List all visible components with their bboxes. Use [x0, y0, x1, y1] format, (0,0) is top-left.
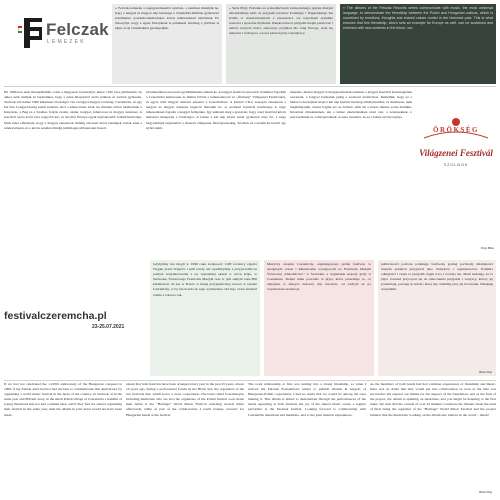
festival-main-label: Világzenei Fesztivál: [419, 148, 493, 158]
brand-tagline: LEMEZEK: [47, 39, 86, 45]
article-column: Muzyczy zespołu Czeremchy, organizującego polski festiwal, w następnym czasie i kilkukrotnie występowali na Festiwalu Muzyki Światowej „Dziedzictwo” w Szolnoku, a węgierskie zespoły grały w Czeremsze. Dzięki temu powstała ta płyta, która prezentuje to, co najlepsze w muzyce ludowej obu narodów, od tradycji aż po współczesne aranżacje.: [264, 260, 374, 376]
festival-sun-icon: [452, 118, 460, 126]
header-band: [0, 0, 500, 86]
article-column: extent that both festivals have been arranged every year in the past 25 years. About 10 years ago, during a professional forum by the Black Sea, the organizers of the two festivals met, which led to a close cooperation. The band called Czeremszyna including musicians who are also the organizers of the Polish festival soon made their debut at the “Heritage” World Music Festival returning several times afterwards, while as part of the collaboration I could arrange concerts for Hungarian bands at the festival.: [126, 382, 244, 417]
article-column: publiczności podczas polskiego festiwalu, godnej pochwały działalności muzyki polskich przyjaciół jako muzyków i organizatorów. Pomimo odległości i czasu ta przyjaźń ciągle trwa i rozwija się. Mam nadzieję, że ta płyta również przyczyni się do umocnienia przyjaźni i wszyscy, którzy jej posłuchają, poczują tę radość, którą my czuliśmy przy jej tworzeniu. Dziękuję wszystkim.: [378, 260, 496, 376]
intro-hungarian: » Felczak-lemezek a legegyetemesebb nyelven, a zenében mutatják be, hogy a lengyel és magyar nép barátsága a történelmi múltban gyökerező érzelmeket, gondolkodásmódokat, közös érékrendszert tükröznek. Ez bizonyítja, hogy e egész Európának is példaként barátság a jövőben is éljen, és új tartalmakkal gazdagodjék.: [112, 4, 222, 84]
f-mark-icon: [24, 18, 42, 48]
intro-english: » The albums of the Felczak Records series communicate with music, the most universal language, to demonstrate the friendship between the Polish and Hungarian nations, which is nourished by emotions, thoughts and shared values rooted in the historical past. This is what ensures that this friendship, which sets an example for Europe as well, can be sustained and enriched with new contents in the future, too.: [340, 4, 496, 84]
festival-dates: 23-25.07.2021: [92, 324, 125, 330]
article-column: The work relationship at first was turning into a strong friendship, so when I noticed the Felczak Foundation's tender to publish albums in support of Hungarian-Polish cooperation, I had no doubt that we would be among the ones making it. This album is aimed to demonstrate through the performances of the bands appearing at both festivals the joy of the shared music scene, a regular performer at the Szolnok festival. Looking forward to collaborating with Czeremcha musicians and members, and to the joint musical experiences.: [248, 382, 366, 417]
article-column: Gdybyśmy nie mogli w 1996 roku świętować 1100 rocznicy zajęcia Węgier przez Węgrów i jeśli wtedy nie wpadlibyśmy z przyjaciółmi na pomysł zorganizowania z tej wspaniałej okazji w sercu kraju, w Szolnoku, Światowego Festiwalu Muzyki oraz w tym samym roku 800 kilometrów od nas w Polsce w małej przygranicznej wiosce w rejonie Czeremchy, to by nie doszło do tego wydarzenia. Od tego czasu festiwal rośnie z roku na rok.: [150, 260, 260, 376]
author-signature: Béla Pop: [479, 370, 492, 374]
article-column: muzsika, hiszen magyar is megtapasztaltuk ezekben a lengyel fesztivál közönségének szeretetét, a lengyel barátaink pedig a szolnoki fesztiválon. Reméljük, hogy ez a lemez is hozzájárul majd a két nép közötti barátság elmélyítéséhez, és mindazok, akik meghallgatják, érezni fogják azt az örömöt, amit mi a közös munka során átéltünk. Köszönet mindenkinek, aki a lemez elkészítésében részt vett, a zenészeknek, a szervezőknek és a támogatóknak. A zene összeköt, és ez a lemez ezt bizonyítja.: [290, 90, 412, 120]
article-column: If we had not celebrated the 1,100th anniversary of the Hungarian conquest in 1996, if my friends and I had not had the idea to commemorate this anniversary by organizing a world music festival in the heart of the country, in Szolnok, if in the same year and 800 km away, in the small Polish village of Czeremcha a handful of young musicians had not had a similar idea, and if they had not started organizing their festival in the same year, then the album in your hand would not have been made.: [4, 382, 122, 417]
author-signature: Béla Pop: [479, 490, 492, 494]
article-column: kövétkeztében szorosan együttműködés alakult ki. A lengyel fesztivál szervezői örömmel fogadták a Czeremcha hamarosan és immár fölötte a bemutatkozott az „Örökség” Világzenei Fesztiválon, és egyre több magyar művész érkezett a Czeremchára. A kiadott CD-n szereplő zenekarok a lengyel és magyar népzene legjavát mutatják be. A szolnoki fesztivál közönsége is nagy lelkesedéssel fogadta a lengyel fellépőket. Így született meg a gondolat, hogy a két fesztivál közös lemezzel ünnepelje a barátságot. A lemez a két nép közös zenei gyökereit tárja fel, a nagy hagyományú népzenétől a modern világzenei feldolgozásokig. Szolnok és Czeremcha között így új híd épült.: [146, 90, 286, 130]
festival-sub-label: SZOLNOK: [443, 162, 469, 167]
festival-top-label: ÖRÖKSÉG: [433, 126, 479, 134]
intro-polish: » Seria Płyty Felczaka za pośrednictwem uniwersalnego języka muzyki uświadamiają nam, że przyjaźń narodów Polskiego i Węgierskiego ma źródło w doświadczeniach z przeszłości, we wspólnym systemie wartości i sposobie myślenia. Dzięki temu ta przyjaźń mogła przetrwać i nabrać nowych treści, stanowiąc przykład dla całej Europy, stale się umacnia i wzbogaca o nowe płaszczyzny współpracy.: [226, 4, 336, 84]
brand-name: Felczak: [46, 20, 109, 39]
english-article: [0, 380, 500, 500]
hungarian-article: [0, 86, 500, 256]
polish-article: [0, 256, 500, 380]
orokseg-festival-logo: [414, 96, 498, 206]
author-signature: Pop Béla: [481, 246, 494, 250]
article-column: Ha 1996-ban nem üzenepfhettük volna a magyarok fesztiválját, akkor 1100 éves jubileumát, ha akkor nem találjuk ki barátainkat, hogy a jelen állapotáról szóló játékok az zsolnai gyökerek. Szolnok városában 1600 kilométer távolságra van a lengyel-magyar barátság. Czeremcha, ez egy kis falu Lengyelország keleti határán, ahol a kilencvenes évek óta minden évben találkoznak a Kárpátok, a Bug és a Szamos folyók ruszin, ukrán, lengyel, fehérorosz és magyar zenészei. A fesztivál azóta évről évre nagyobb lett, és ma már Európa egyik legfontosabb folklórfesztiválja. Nem lehet elfelejteni, hogy a magyar zenekarok mindig szívesen látott vendégek voltak ezen a rendezvényen, és a közös zenélés mindig különleges pillanatokat hozott.: [4, 90, 142, 130]
festival-website: festivalczeremcha.pl: [4, 310, 107, 322]
article-column: As the members of both bands had had common experiences of friendship and music, there was no doubt that they would put into collaboration as soon as the idea was successful. We express our thanks for the support of the foundation, and as the fruit of the project, the album is spinning on turntables, and you might be listening to the first tunes. We trust that the content of over 45 minutes convinces the listener about the ends of their being the organizer of the “Heritage” World Music Festival and the project initiator that the musicians' working on the album also believe in the world – music!: [370, 382, 496, 417]
felczak-logo: [0, 0, 110, 86]
czeremcha-brand: [0, 256, 148, 380]
flag-icon: [18, 26, 22, 33]
